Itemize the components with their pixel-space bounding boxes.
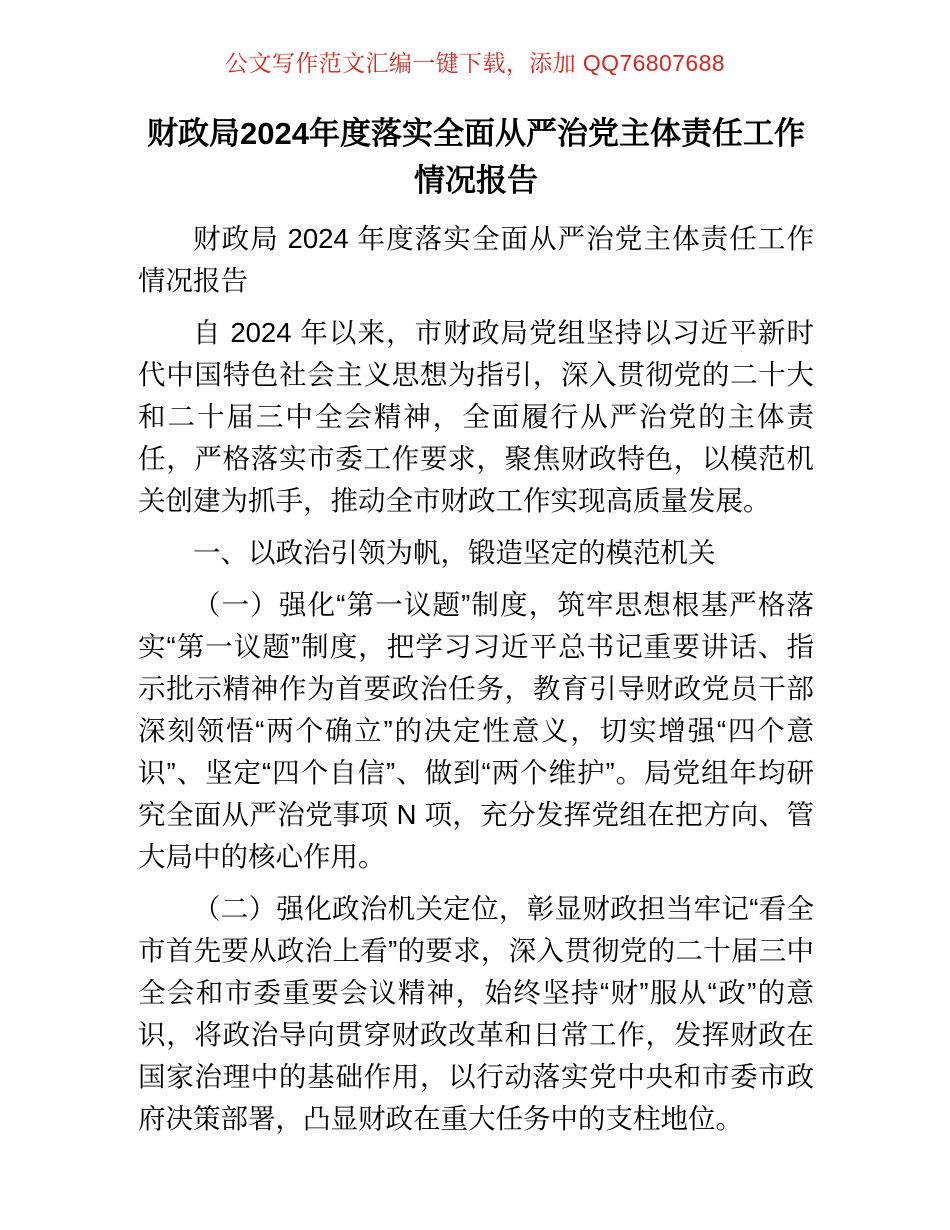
watermark-promo-text: 公文写作范文汇编一键下载，添加 QQ76807688 [225, 50, 725, 76]
page-title: 财政局2024年度落实全面从严治党主体责任工作情况报告 [147, 116, 805, 198]
paragraph-section-1-2: （二）强化政治机关定位，彰显财政担当牢记“看全市首先要从政治上看”的要求，深入贯彻党的二十届三中全会和市委重要会议精神，始终坚持“财”服从“政”的意识，将政治导向贯穿财政改革和日常工作，发挥财政在国家治理中的基础作用，以行动落实党中央和市委市政府决策部署，凸显财政在重大任务中的支柱地位。 [138, 893, 814, 1134]
paragraph-section-1-1: （一）强化“第一议题”制度，筑牢思想根基严格落实“第一议题”制度，把学习习近平总书记重要讲话、指示批示精神作为首要政治任务，教育引导财政党员干部深刻领悟“两个确立”的决定性意义，切实增强“四个意识”、坚定“四个自信”、做到“两个维护”。局党组年均研究全面从严治党事项 N 项，充分发挥党组在把方向、管大局中的核心作用。 [138, 589, 814, 872]
paragraph-title-repeat: 财政局 2024 年度落实全面从严治党主体责任工作情况报告 [138, 223, 814, 296]
watermark-banner [0, 52, 950, 75]
section-heading-1: 一、以政治引领为帆，锻造坚定的模范机关 [193, 537, 716, 568]
document-content [138, 110, 814, 1140]
paragraph-intro: 自 2024 年以来，市财政局党组坚持以习近平新时代中国特色社会主义思想为指引，深入贯彻党的二十大和二十届三中全会精神，全面履行从严治党的主体责任，严格落实市委工作要求，聚焦财政特色，以模范机关创建为抓手，推动全市财政工作实现高质量发展。 [138, 317, 814, 516]
